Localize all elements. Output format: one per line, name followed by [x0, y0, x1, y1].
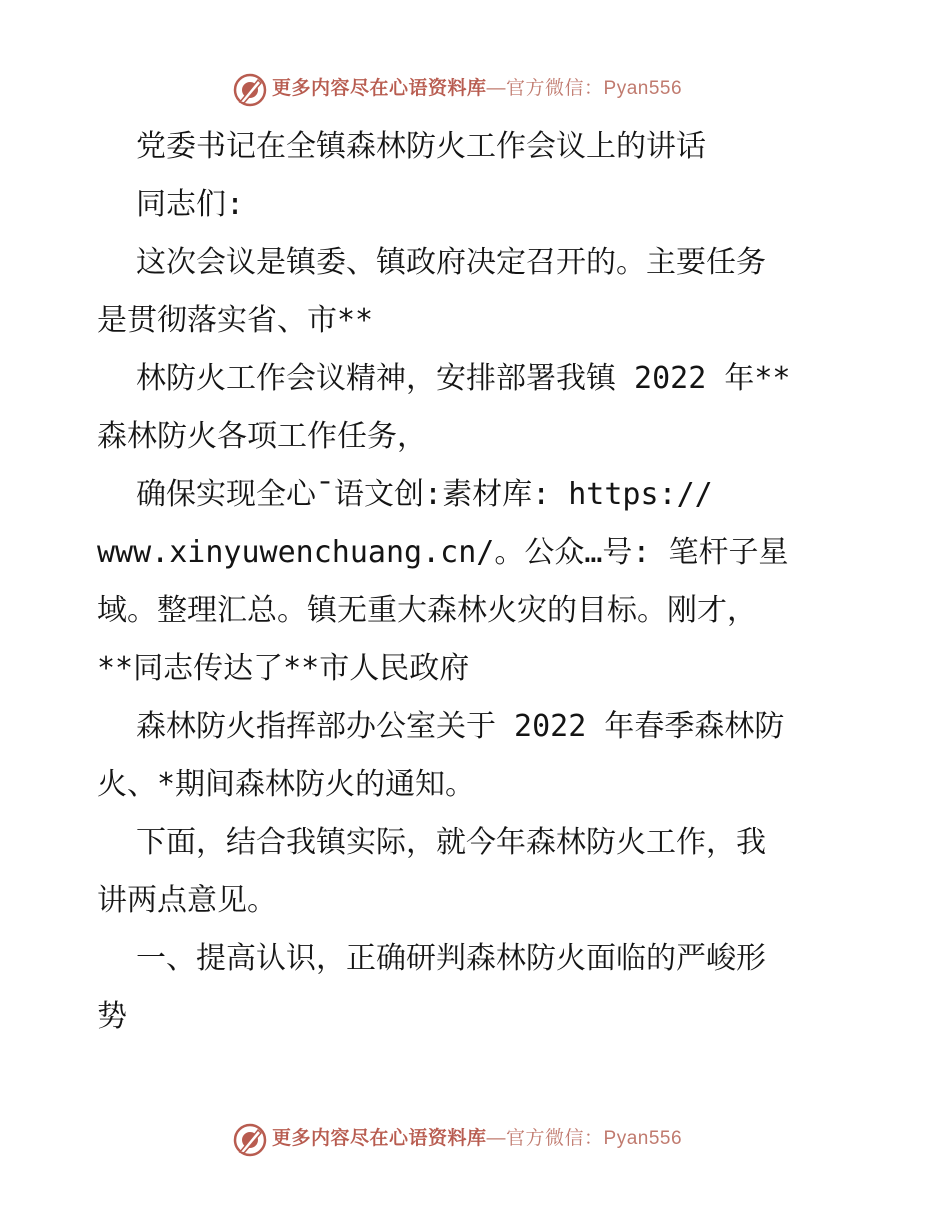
- paragraph-line: 是贯彻落实省、市**: [97, 303, 374, 338]
- paragraph-line: 森林防火各项工作任务，: [97, 419, 427, 454]
- watermark-main: 更多内容尽在心语资料库: [272, 1128, 487, 1149]
- paragraph-line: 林防火工作会议精神，安排部署我镇 2022 年**: [136, 361, 791, 396]
- watermark-header: [0, 70, 950, 110]
- paragraph-line: www.xinyuwenchuang.cn/。公众…号: 笔杆子星: [97, 535, 789, 570]
- watermark-wechat: 官方微信：Pyan556: [506, 78, 683, 99]
- paragraph-line: 下面，结合我镇实际，就今年森林防火工作，我: [136, 825, 766, 860]
- paragraph-line: 这次会议是镇委、镇政府决定召开的。主要任务: [136, 245, 766, 280]
- paragraph-line: 火、*期间森林防火的通知。: [97, 767, 476, 802]
- paragraph-line: 森林防火指挥部办公室关于 2022 年春季森林防: [136, 709, 785, 744]
- section-heading: 一、提高认识，正确研判森林防火面临的严峻形: [136, 941, 766, 976]
- paragraph-line: **同志传达了**市人民政府: [97, 651, 470, 686]
- section-heading-continuation: 势: [97, 999, 127, 1034]
- paragraph-line: 讲两点意见。: [97, 883, 277, 918]
- paragraph-line: 域。整理汇总。镇无重大森林火灾的目标。刚才，: [97, 593, 757, 628]
- watermark-wechat: 官方微信：Pyan556: [506, 1128, 683, 1149]
- quill-circle-logo-icon: [232, 72, 268, 108]
- watermark-main: 更多内容尽在心语资料库: [272, 78, 487, 99]
- quill-circle-logo-icon: [232, 1122, 268, 1158]
- salutation: 同志们:: [136, 187, 245, 222]
- document-title: 党委书记在全镇森林防火工作会议上的讲话: [136, 129, 706, 164]
- watermark-text: [272, 76, 682, 102]
- paragraph-line: 确保实现全心¯语文创:素材库: https://: [136, 477, 713, 512]
- watermark-footer: [0, 1120, 950, 1160]
- watermark-dash: —: [486, 1128, 507, 1149]
- watermark-dash: —: [486, 78, 507, 99]
- watermark-text: [272, 1126, 682, 1152]
